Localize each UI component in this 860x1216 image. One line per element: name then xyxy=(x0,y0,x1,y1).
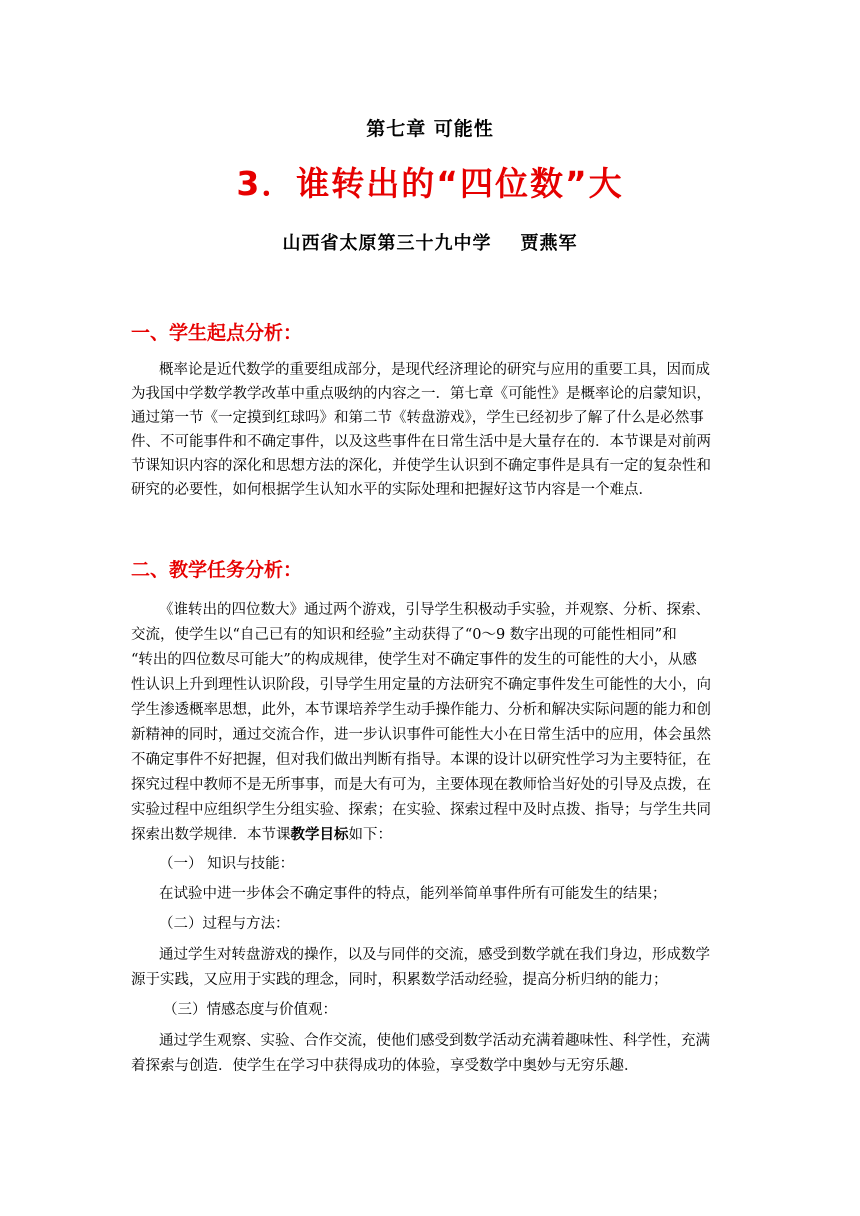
subheading-attitude-values: （三）情感态度与价值观： xyxy=(163,1002,337,1018)
paragraph-line: 节课知识内容的深化和思想方法的深化，并使学生认识到不确定事件是具有一定的复杂性和 xyxy=(131,458,711,474)
paragraph-line: 研究的必要性，如何根据学生认知水平的实际处理和把握好这节内容是一个难点． xyxy=(131,482,653,498)
paragraph-line: 概率论是近代数学的重要组成部分，是现代经济理论的研究与应用的重要工具，因而成 xyxy=(159,362,710,378)
goals-text-pre: 探索出数学规律．本节课 xyxy=(131,827,291,843)
chapter-heading: 第七章 可能性 xyxy=(366,118,494,140)
paragraph-line: 通过学生对转盘游戏的操作，以及与同伴的交流，感受到数学就在我们身边，形成数学 xyxy=(159,947,710,963)
section-heading-student-analysis: 一、学生起点分析： xyxy=(131,322,303,344)
goals-text-post: 如下： xyxy=(348,827,392,843)
teaching-goals-term: 教学目标 xyxy=(290,826,349,843)
subheading-knowledge-skills: （一） 知识与技能： xyxy=(159,856,295,872)
paragraph-line-goals xyxy=(131,825,392,845)
author-line: 山西省太原第三十九中学 贾燕军 xyxy=(282,233,578,254)
paragraph-line: 为我国中学数学教学改革中重点吸纳的内容之一．第七章《可能性》是概率论的启蒙知识， xyxy=(131,386,711,402)
paragraph-line: 通过学生观察、实验、合作交流，使他们感受到数学活动充满着趣味性、科学性，充满 xyxy=(159,1033,710,1049)
paragraph-line: 不确定事件不好把握，但对我们做出判断有指导。本课的设计以研究性学习为主要特征，在 xyxy=(131,752,711,768)
paragraph-line: 着探索与创造．使学生在学习中获得成功的体验，享受数学中奥妙与无穷乐趣． xyxy=(131,1058,639,1074)
paragraph-line: 交流，使学生以“自己已有的知识和经验”主动获得了“0～9 数字出现的可能性相同”和 xyxy=(131,627,677,643)
paragraph-line: 性认识上升到理性认识阶段，引导学生用定量的方法研究不确定事件发生可能性的大小，向 xyxy=(131,677,711,693)
subheading-process-method: （二）过程与方法： xyxy=(159,916,290,932)
paragraph-line: 源于实践，又应用于实践的理念，同时，积累数学活动经验，提高分析归纳的能力； xyxy=(131,972,668,988)
paragraph-line: 新精神的同时，通过交流合作，进一步认识事件可能性大小在日常生活中的应用，体会虽然 xyxy=(131,727,711,743)
paragraph-line: “转出的四位数尽可能大”的构成规律，使学生对不确定事件的发生的可能性的大小，从感 xyxy=(131,652,697,668)
paragraph-line: 学生渗透概率思想，此外，本节课培养学生动手操作能力、分析和解决实际问题的能力和创 xyxy=(131,702,711,718)
paragraph-line: 探究过程中教师不是无所事事，而是大有可为，主要体现在教师恰当好处的引导及点拨，在 xyxy=(131,777,711,793)
paragraph-line: 《谁转出的四位数大》通过两个游戏，引导学生积极动手实验，并观察、分析、探索、 xyxy=(159,602,710,618)
paragraph-line: 在试验中进一步体会不确定事件的特点，能列举简单事件所有可能发生的结果； xyxy=(159,886,667,902)
section-heading-task-analysis: 二、教学任务分析： xyxy=(131,559,303,581)
paragraph-line: 件、不可能事件和不确定事件，以及这些事件在日常生活中是大量存在的．本节课是对前两 xyxy=(131,434,711,450)
paragraph-line: 通过第一节《一定摸到红球吗》和第二节《转盘游戏》，学生已经初步了解了什么是必然事 xyxy=(131,410,704,426)
lesson-title: 3．谁转出的“四位数”大 xyxy=(236,164,624,203)
paragraph-line: 实验过程中应组织学生分组实验、探索；在实验、探索过程中及时点拨、指导；与学生共同 xyxy=(131,802,711,818)
